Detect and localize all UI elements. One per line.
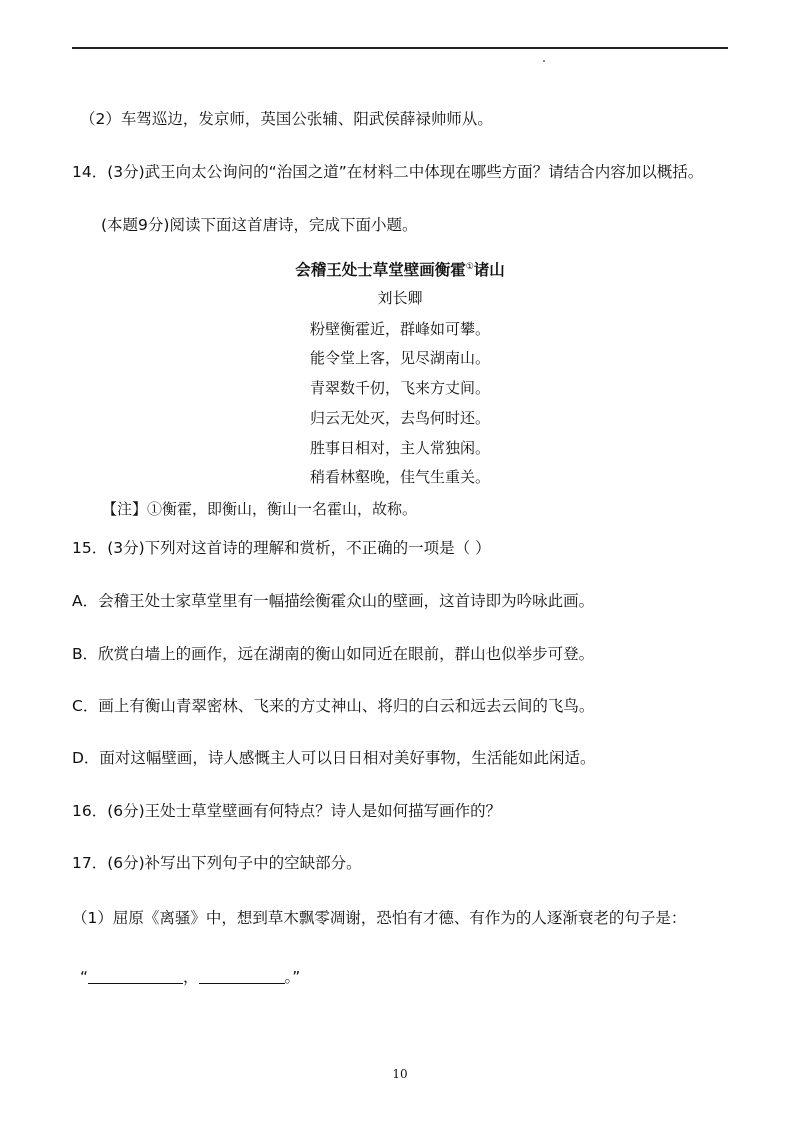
header-dot [543, 60, 545, 62]
poem-line-5: 胜事日相对，主人常独闲。 [309, 439, 490, 457]
poem-line-4: 归云无处灭，去鸟何时还。 [309, 409, 490, 427]
blank-1[interactable] [88, 969, 183, 984]
question-17-1: （1）屈原《离骚》中，想到草木飘零凋谢，恐怕有才德、有作为的人逐渐衰老的句子是： [72, 909, 687, 927]
question-17: 17．(6分)补写出下列句子中的空缺部分。 [72, 854, 362, 872]
poem-line-6: 稍看林壑晚，佳气生重关。 [309, 468, 490, 486]
page-number: 10 [392, 1067, 408, 1081]
option-d: D．面对这幅壁画，诗人感慨主人可以日日相对美好事物，生活能如此闲适。 [72, 749, 596, 767]
question-15: 15．(3分)下列对这首诗的理解和赏析，不正确的一项是（ ） [72, 539, 491, 557]
blank-2[interactable] [199, 969, 285, 984]
option-c: C．画上有衡山青翠密林、飞来的方丈神山、将归的白云和远去云间的飞鸟。 [72, 697, 595, 715]
poem-intro: (本题9分)阅读下面这首唐诗，完成下面小题。 [101, 216, 418, 234]
poem-note: 【注】①衡霍，即衡山，衡山一名霍山，故称。 [102, 500, 418, 518]
option-b: B．欣赏白墙上的画作，远在湖南的衡山如同近在眼前，群山也似举步可登。 [72, 645, 595, 663]
option-a: A．会稽王处士家草堂里有一幅描绘衡霍众山的壁画，这首诗即为吟咏此画。 [72, 592, 595, 610]
open-quote: “ [80, 968, 89, 986]
blank-comma: ， [183, 968, 199, 986]
poem-line-1: 粉壁衡霍近，群峰如可攀。 [309, 320, 490, 338]
question-16: 16．(6分)王处士草堂壁画有何特点？诗人是如何描写画作的？ [72, 802, 502, 820]
poem-title-end: 诸山 [473, 261, 505, 279]
poem-line-3: 青翠数千仞，飞来方丈间。 [309, 379, 490, 397]
line-item-2: （2）车驾巡边，发京师，英国公张辅、阳武侯薛禄帅师从。 [80, 110, 493, 128]
question-14: 14．(3分)武王向太公询问的“治国之道”在材料二中体现在哪些方面？请结合内容加以概括。 [72, 163, 704, 181]
poem-line-2: 能令堂上客，见尽湖南山。 [309, 349, 490, 367]
header-rule [72, 47, 728, 49]
poem-title-footnote-mark: ① [465, 262, 474, 272]
poem-title [0, 256, 800, 281]
poem-title-main: 会稽王处士草堂壁画衡霍 [295, 261, 466, 279]
poem-author: 刘长卿 [377, 289, 423, 307]
fill-blank-line [80, 966, 300, 988]
close-quote: 。” [284, 968, 301, 986]
